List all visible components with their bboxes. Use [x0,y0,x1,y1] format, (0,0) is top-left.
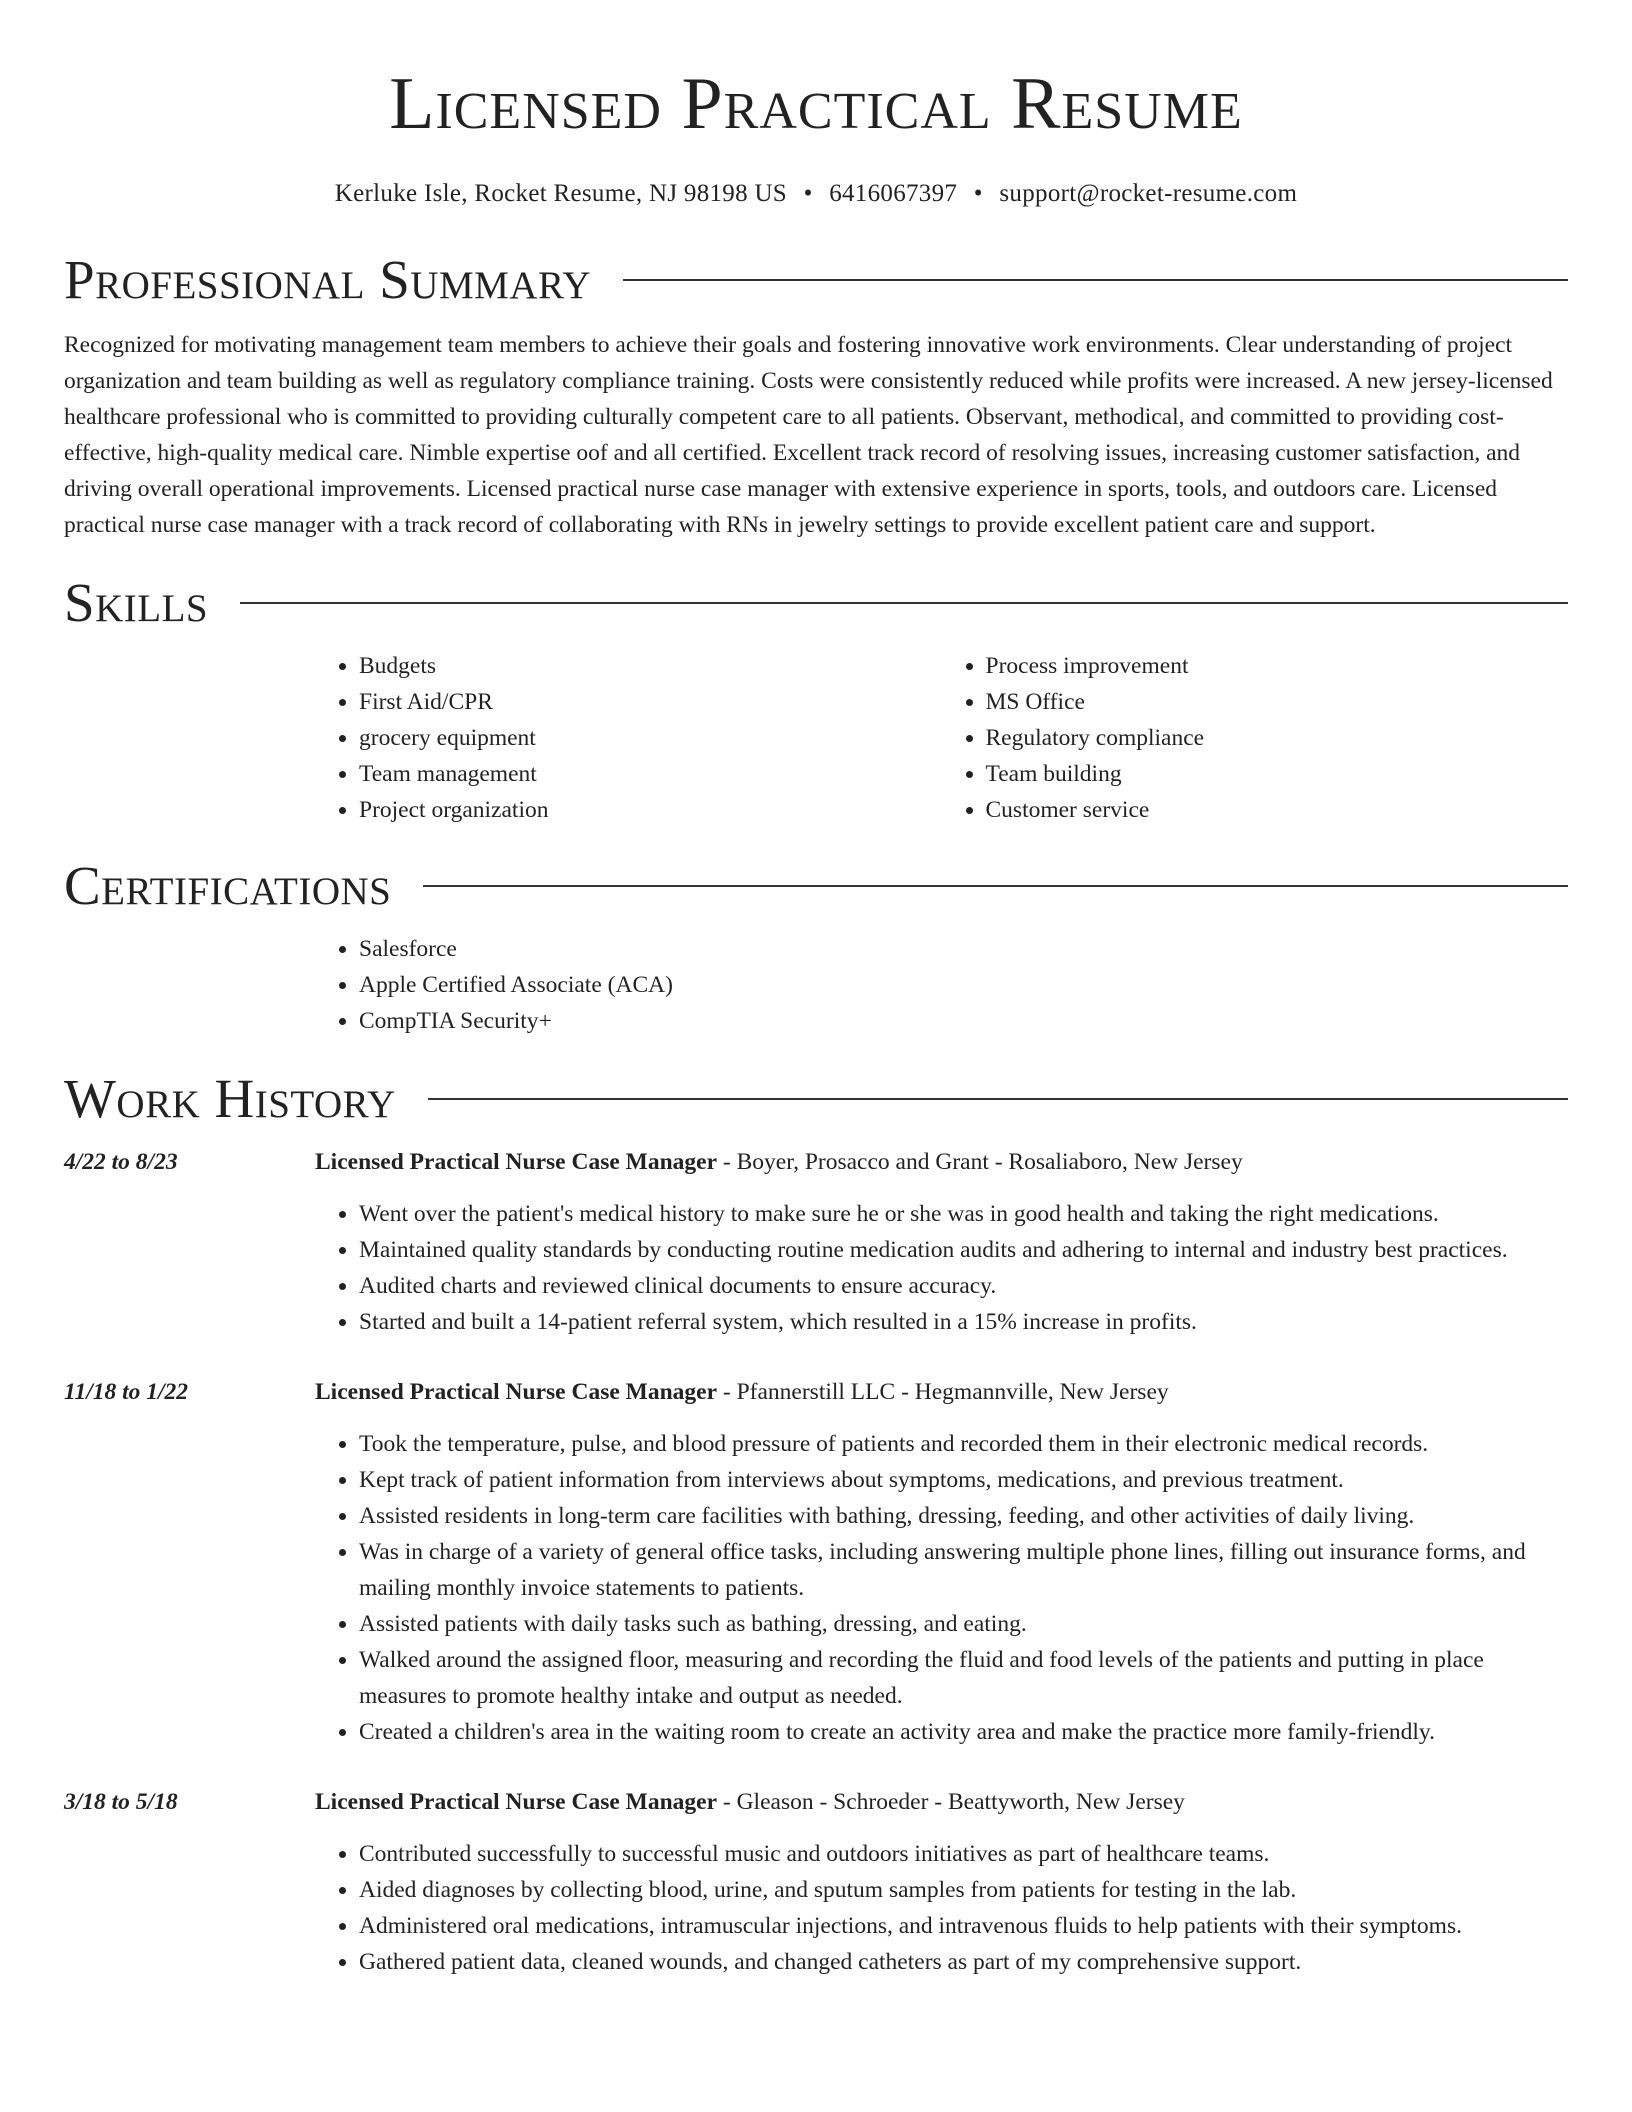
job-bullet: • Took the temperature, pulse, and blood pressure of patients and recorded them in their electronic medical records. [359,1426,1568,1462]
work-entry [64,1784,1568,1980]
certification-item: • Apple Certified Associate (ACA) [359,967,1568,1003]
skill-item: • Project organization [359,792,942,828]
job-bullet: • Aided diagnoses by collecting blood, urine, and sputum samples from patients for testing in the lab. [359,1872,1462,1908]
contact-separator: • [973,180,983,207]
job-bullet: • Assisted residents in long-term care facilities with bathing, dressing, feeding, and other activities of daily living. [359,1498,1568,1534]
contact-email: support@rocket-resume.com [999,180,1298,207]
resume-name: Licensed Practical Resume [389,63,1243,145]
job-bullet: • Administered oral medications, intramuscular injections, and intravenous fluids to help patients with their symptoms. [359,1908,1462,1944]
job-header [64,1144,1568,1180]
contact-phone: 6416067397 [829,180,958,207]
job-bullet: • Went over the patient's medical history to make sure he or she was in good health and taking the right medications. [359,1196,1508,1232]
job-title-line [315,1144,1243,1180]
skill-item: • Budgets [359,648,942,684]
job-bullet: • Contributed successfully to successful music and outdoors initiatives as part of healthcare teams. [359,1836,1462,1872]
certifications-list [315,931,1568,1039]
certifications-section-header [64,855,1568,916]
skill-item: • Team management [359,756,942,792]
job-bullets-row [64,1180,1568,1340]
job-bullets [315,1426,1568,1750]
job-bullet: • Walked around the assigned floor, measuring and recording the fluid and food levels of the patients and putting in place measures to promote healthy intake and output as needed. [359,1642,1568,1714]
job-bullets [315,1196,1508,1340]
job-bullet: • Gathered patient data, cleaned wounds, and changed catheters as part of my comprehensive support. [359,1944,1462,1980]
section-divider [623,279,1568,281]
skills-column-left [315,648,942,828]
contact-line [64,176,1568,212]
job-company: - Pfannerstill LLC - Hegmannville, New Jersey [717,1379,1169,1405]
skills-section-header [64,572,1568,633]
job-title: Licensed Practical Nurse Case Manager [315,1789,718,1815]
work-section-header [64,1068,1568,1129]
skills-column-right [942,648,1569,828]
section-divider [428,1098,1568,1100]
skills-heading: Skills [64,572,209,633]
job-title: Licensed Practical Nurse Case Manager [315,1149,718,1175]
contact-address: Kerluke Isle, Rocket Resume, NJ 98198 US [334,180,788,207]
job-bullet: • Kept track of patient information from interviews about symptoms, medications, and previous treatment. [359,1462,1568,1498]
job-dates: 4/22 to 8/23 [64,1149,178,1175]
job-title-line [315,1784,1185,1820]
certification-item: • CompTIA Security+ [359,1003,1568,1039]
job-title-line [315,1374,1169,1410]
job-dates: 3/18 to 5/18 [64,1789,178,1815]
certifications-heading: Certifications [64,855,392,916]
skill-item: • grocery equipment [359,720,942,756]
summary-section-header [64,249,1568,310]
skill-item: • First Aid/CPR [359,684,942,720]
job-title: Licensed Practical Nurse Case Manager [315,1379,718,1405]
job-dates: 11/18 to 1/22 [64,1379,189,1405]
skill-item: • Customer service [986,792,1569,828]
skills-list [315,648,1568,828]
summary-heading: Professional Summary [64,249,592,310]
certification-item: • Salesforce [359,931,1568,967]
summary-text: Recognized for motivating management team members to achieve their goals and fostering innovative work environments. Clear understanding of project organization and team building as well as regulatory compliance training. Costs were consistently reduced while profits were increased. A new jersey-licensed healthcare professional who is committed to providing culturally competent care to all patients. Observant, methodical, and committed to providing cost-effective, high-quality medical care. Nimble expertise oof and all certified. Excellent track record of resolving issues, increasing customer satisfaction, and driving overall operational improvements. Licensed practical nurse case manager with extensive experience in sports, tools, and outdoors care. Licensed practical nurse case manager with a track record of collaborating with RNs in jewelry settings to provide excellent patient care and support. [64,332,1553,538]
job-bullet: • Was in charge of a variety of general office tasks, including answering multiple phone lines, filling out insurance forms, and mailing monthly invoice statements to patients. [359,1534,1568,1606]
job-bullets-row [64,1820,1568,1980]
section-divider [240,602,1568,604]
job-bullet: • Audited charts and reviewed clinical documents to ensure accuracy. [359,1268,1508,1304]
job-company: - Boyer, Prosacco and Grant - Rosaliaboro, New Jersey [717,1149,1243,1175]
job-header [64,1374,1568,1410]
work-heading: Work History [64,1068,396,1129]
skill-item: • MS Office [986,684,1569,720]
contact-separator: • [803,180,813,207]
job-header [64,1784,1568,1820]
section-divider [423,885,1568,887]
work-entry [64,1374,1568,1750]
skill-item: • Process improvement [986,648,1569,684]
job-bullet: • Created a children's area in the waiting room to create an activity area and make the practice more family-friendly. [359,1714,1568,1750]
job-bullets-row [64,1410,1568,1750]
job-bullet: • Maintained quality standards by conducting routine medication audits and adhering to internal and industry best practices. [359,1232,1508,1268]
skill-item: • Regulatory compliance [986,720,1569,756]
job-bullet: • Started and built a 14-patient referral system, which resulted in a 15% increase in profits. [359,1304,1508,1340]
job-bullets [315,1836,1462,1980]
job-bullet: • Assisted patients with daily tasks such as bathing, dressing, and eating. [359,1606,1568,1642]
skill-item: • Team building [986,756,1569,792]
job-company: - Gleason - Schroeder - Beattyworth, New Jersey [717,1789,1185,1815]
work-entry [64,1144,1568,1340]
